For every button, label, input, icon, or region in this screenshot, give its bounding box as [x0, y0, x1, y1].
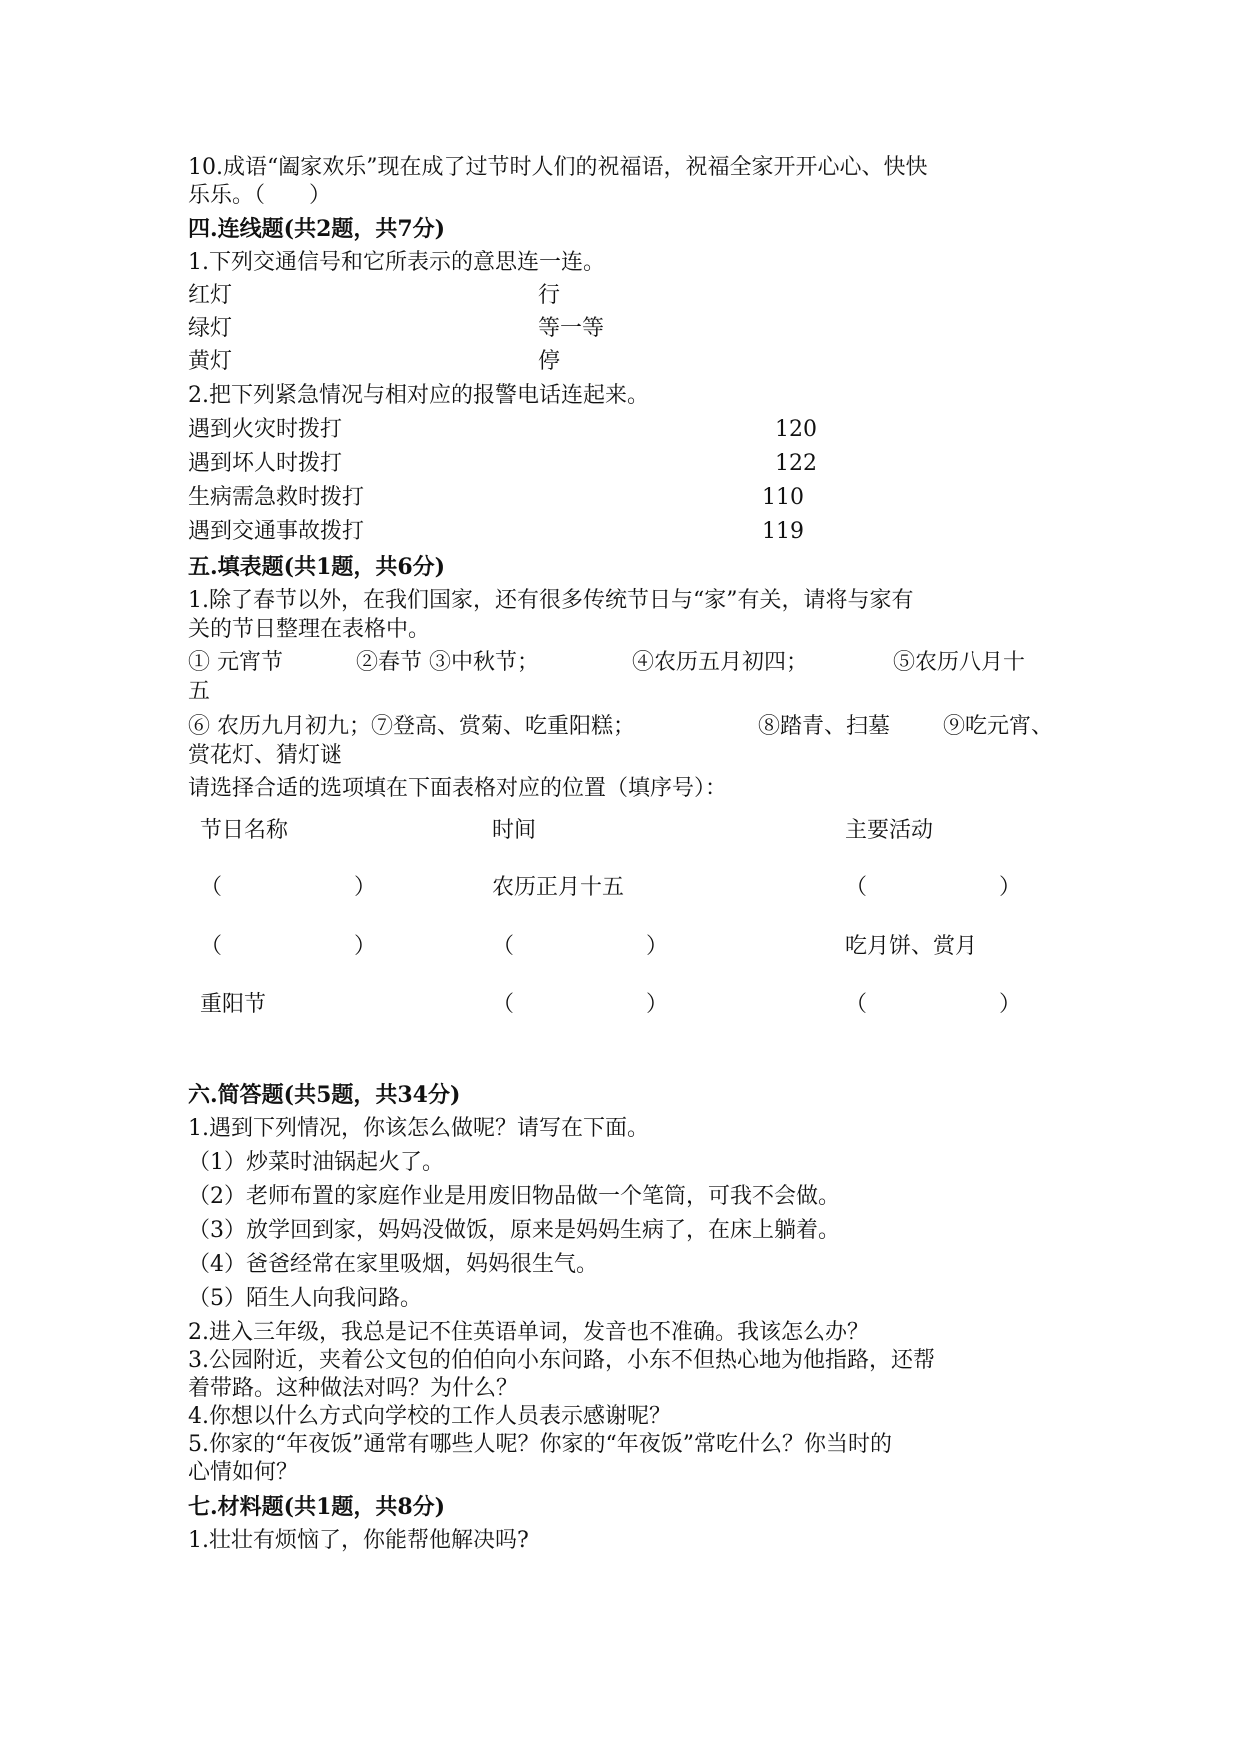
s6-q5-line2: 心情如何？: [188, 1460, 299, 1485]
s5-option: ⑤农历八月十: [893, 650, 1026, 675]
s5-option: ⑨吃元宵、: [943, 714, 1054, 739]
table-cell[interactable]: （ ）: [492, 934, 669, 959]
table-cell[interactable]: （ ）: [200, 875, 377, 900]
s5-q1-line2: 关的节日整理在表格中。: [188, 617, 431, 642]
s5-instruction: 请选择合适的选项填在下面表格对应的位置（填序号）：: [188, 776, 728, 801]
s4-q2-left-item: 遇到坏人时拨打: [188, 451, 343, 476]
s6-q1-item: （5）陌生人向我问路。: [188, 1286, 422, 1311]
section-7-title: 七.材料题(共1题，共8分): [188, 1494, 446, 1520]
s6-q3-line1: 3.公园附近，夹着公文包的伯伯向小东问路，小东不但热心地为他指路，还帮: [188, 1348, 935, 1373]
question-10-line1: 10.成语“阖家欢乐”现在成了过节时人们的祝福语，祝福全家开开心心、快快: [188, 155, 928, 180]
question-10-line2: 乐乐。（ ）: [188, 183, 332, 208]
s6-q2: 2.进入三年级，我总是记不住英语单词，发音也不准确。我该怎么办？: [188, 1320, 869, 1345]
s5-option: ④农历五月初四；: [632, 650, 809, 675]
s4-q1-right-item: 行: [538, 283, 561, 308]
s4-q1-right-item: 等一等: [538, 316, 605, 341]
s4-q2-right-item: 119: [762, 519, 804, 544]
s4-q2-prompt: 2.把下列紧急情况与相对应的报警电话连起来。: [188, 383, 649, 408]
s6-q1-item: （4）爸爸经常在家里吸烟，妈妈很生气。: [188, 1252, 598, 1277]
s6-q4: 4.你想以什么方式向学校的工作人员表示感谢呢？: [188, 1404, 671, 1429]
section-5-title: 五.填表题(共1题，共6分): [188, 554, 446, 580]
s4-q2-right-item: 122: [775, 451, 817, 476]
table-header: 节日名称: [200, 818, 289, 843]
s5-option-wrap: 赏花灯、猜灯谜: [188, 743, 343, 768]
table-cell[interactable]: （ ）: [845, 992, 1022, 1017]
table-header: 主要活动: [845, 818, 934, 843]
s6-q3-line2: 着带路。这种做法对吗？为什么？: [188, 1376, 519, 1401]
s6-q1-item: （1）炒菜时油锅起火了。: [188, 1150, 444, 1175]
s4-q1-left-item: 黄灯: [188, 349, 233, 374]
s4-q1-right-item: 停: [538, 349, 561, 374]
s5-option: ⑧踏青、扫墓: [758, 714, 891, 739]
s4-q2-left-item: 遇到火灾时拨打: [188, 417, 343, 442]
section-4-title: 四.连线题(共2题，共7分): [188, 216, 446, 242]
s5-option: ① 元宵节: [188, 650, 283, 675]
table-cell[interactable]: （ ）: [492, 992, 669, 1017]
section-6-title: 六.简答题(共5题，共34分): [188, 1082, 461, 1108]
s6-q1: 1.遇到下列情况，你该怎么做呢？请写在下面。: [188, 1116, 649, 1141]
s4-q2-left-item: 生病需急救时拨打: [188, 485, 365, 510]
table-header: 时间: [492, 818, 537, 843]
table-cell: 吃月饼、赏月: [845, 934, 978, 959]
s6-q1-item: （3）放学回到家，妈妈没做饭，原来是妈妈生病了，在床上躺着。: [188, 1218, 840, 1243]
s4-q2-right-item: 110: [762, 485, 804, 510]
s5-option: ⑥ 农历九月初九；⑦登高、赏菊、吃重阳糕；: [188, 714, 635, 739]
s4-q2-right-item: 120: [775, 417, 817, 442]
table-cell[interactable]: （ ）: [845, 875, 1022, 900]
table-cell[interactable]: （ ）: [200, 934, 377, 959]
s4-q2-left-item: 遇到交通事故拨打: [188, 519, 365, 544]
s4-q1-left-item: 绿灯: [188, 316, 233, 341]
s5-q1-line1: 1.除了春节以外，在我们国家，还有很多传统节日与“家”有关，请将与家有: [188, 588, 914, 613]
s6-q5-line1: 5.你家的“年夜饭”通常有哪些人呢？你家的“年夜饭”常吃什么？你当时的: [188, 1432, 892, 1457]
table-cell: 农历正月十五: [492, 875, 625, 900]
s6-q1-item: （2）老师布置的家庭作业是用废旧物品做一个笔筒，可我不会做。: [188, 1184, 840, 1209]
s7-q1: 1.壮壮有烦恼了，你能帮他解决吗?: [188, 1528, 529, 1553]
s5-option-wrap: 五: [188, 679, 211, 704]
s4-q1-prompt: 1.下列交通信号和它所表示的意思连一连。: [188, 250, 605, 275]
s4-q1-left-item: 红灯: [188, 283, 233, 308]
s5-option: ②春节 ③中秋节；: [356, 650, 539, 675]
table-cell: 重阳节: [200, 992, 267, 1017]
